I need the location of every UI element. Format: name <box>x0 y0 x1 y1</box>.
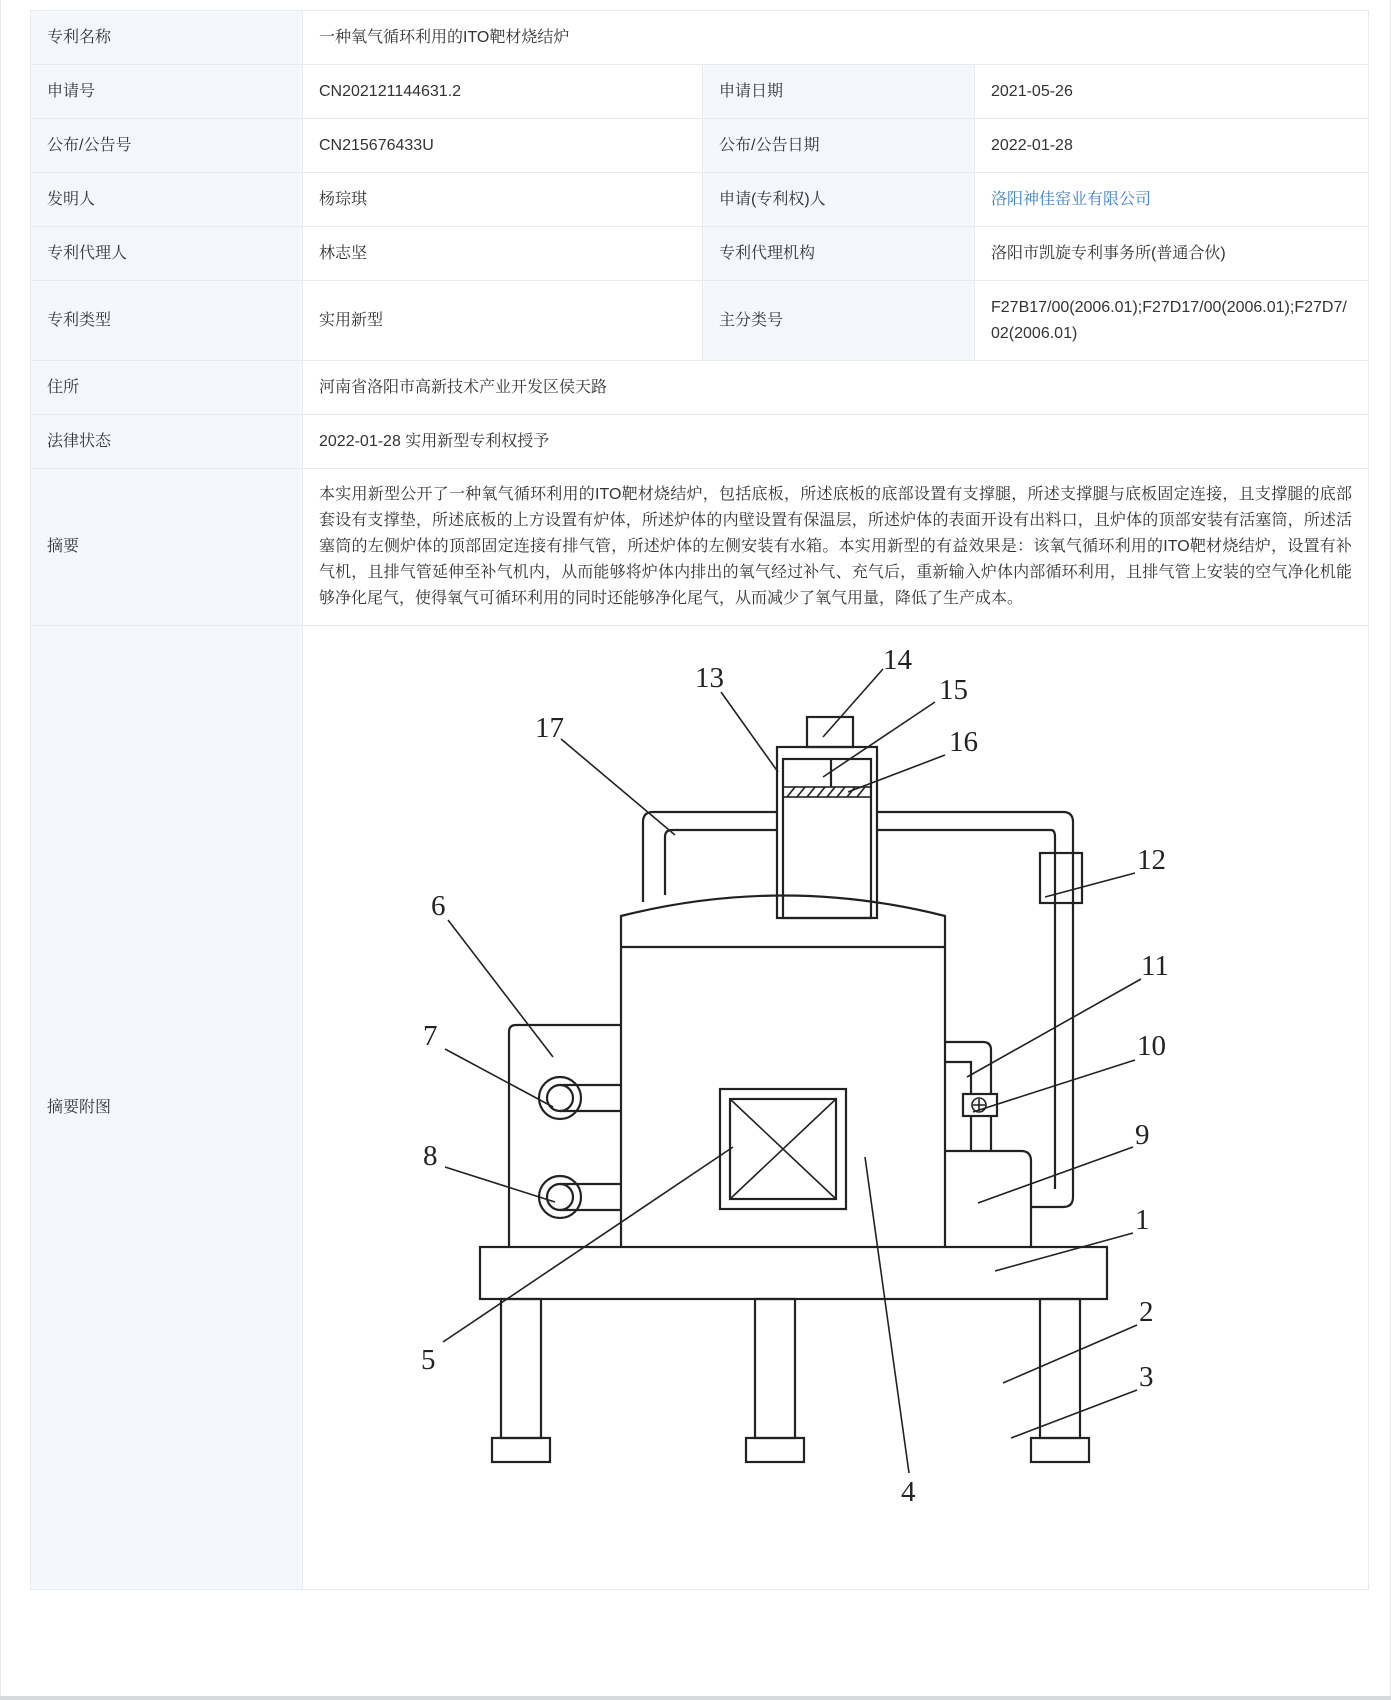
publication-number-value: CN215676433U <box>303 119 703 173</box>
figure-label-13: 13 <box>695 661 724 694</box>
figure-label-10: 10 <box>1137 1029 1166 1062</box>
abstract-label: 摘要 <box>31 469 303 626</box>
figure-label-16: 16 <box>949 725 978 758</box>
applicant-label: 申请(专利权)人 <box>703 173 975 227</box>
pad-left <box>492 1438 550 1462</box>
abstract-drawing <box>303 627 1369 1589</box>
abstract-text: 本实用新型公开了一种氧气循环利用的ITO靶材烧结炉，包括底板，所述底板的底部设置有支撑腿，所述支撑腿与底板固定连接，且支撑腿的底部套设有支撑垫，所述底板的上方设置有炉体，所述炉体的内壁设置有保温层，所述炉体的表面开设有出料口，且炉体的顶部安装有活塞筒，所述活塞筒的左侧炉体的顶部固定连接有排气管，所述炉体的左侧安装有水箱。本实用新型的有益效果是：该氧气循环利用的ITO靶材烧结炉，设置有补气机，且排气管延伸至补气机内，从而能够将炉体内排出的氧气经过补气、充气后，重新输入炉体内部循环利用，且排气管上安装的空气净化机能够净化尾气，使得氧气可循环利用的同时还能够净化尾气，从而减少了氧气用量，降低了生产成本。 <box>303 469 1369 626</box>
figure-cell <box>303 626 1369 1590</box>
figure-label-7: 7 <box>423 1019 438 1052</box>
pipe-ring-upper <box>539 1077 581 1119</box>
application-number-label: 申请号 <box>31 65 303 119</box>
figure-label-15: 15 <box>939 673 968 706</box>
water-tank-outline <box>509 1025 621 1247</box>
figure-label-4: 4 <box>901 1475 916 1508</box>
publication-number-label: 公布/公告号 <box>31 119 303 173</box>
pad-right <box>1031 1438 1089 1462</box>
row-type <box>31 281 1369 361</box>
piston-cylinder-inner <box>783 759 871 918</box>
row-figure <box>31 626 1369 1590</box>
patent-type-value: 实用新型 <box>303 281 703 361</box>
piston-hatch <box>787 787 865 797</box>
publication-date-label: 公布/公告日期 <box>703 119 975 173</box>
agent-value: 林志坚 <box>303 227 703 281</box>
row-title <box>31 11 1369 65</box>
patent-type-label: 专利类型 <box>31 281 303 361</box>
address-label: 住所 <box>31 361 303 415</box>
leg-left <box>501 1299 541 1438</box>
row-inventor <box>31 173 1369 227</box>
figure-label-17: 17 <box>535 711 564 744</box>
row-application <box>31 65 1369 119</box>
agency-label: 专利代理机构 <box>703 227 975 281</box>
agency-value: 洛阳市凯旋专利事务所(普通合伙) <box>975 227 1369 281</box>
figure-label: 摘要附图 <box>31 626 303 1590</box>
piston-motor <box>807 717 853 747</box>
application-number-value: CN202121144631.2 <box>303 65 703 119</box>
figure-label-11: 11 <box>1141 949 1169 982</box>
application-date-label: 申请日期 <box>703 65 975 119</box>
outlet-cross <box>730 1099 836 1199</box>
patent-info-table <box>30 10 1369 1590</box>
exhaust-pipe-inner-right <box>877 830 1055 1189</box>
pipe-ring-lower <box>539 1176 581 1218</box>
inventor-label: 发明人 <box>31 173 303 227</box>
legal-status-value: 2022-01-28 实用新型专利权授予 <box>303 415 1369 469</box>
leg-middle <box>755 1299 795 1438</box>
figure-label-8: 8 <box>423 1139 438 1172</box>
air-purifier <box>1040 853 1082 903</box>
classification-label: 主分类号 <box>703 281 975 361</box>
figure-label-3: 3 <box>1139 1360 1154 1393</box>
pipe-ring-upper-inner <box>547 1085 573 1111</box>
figure-label-2: 2 <box>1139 1295 1154 1328</box>
piston-cylinder <box>777 747 877 918</box>
exhaust-pipe-inner-left <box>665 830 777 895</box>
inventor-value: 杨琮琪 <box>303 173 703 227</box>
pipe-ring-lower-inner <box>547 1184 573 1210</box>
pad-middle <box>746 1438 804 1462</box>
applicant-link[interactable]: 洛阳神佳窑业有限公司 <box>991 190 1152 208</box>
title-label: 专利名称 <box>31 11 303 65</box>
figure-label-6: 6 <box>431 889 446 922</box>
leg-right <box>1040 1299 1080 1438</box>
row-abstract <box>31 469 1369 626</box>
bottom-divider <box>0 1696 1391 1700</box>
address-value: 河南省洛阳市高新技术产业开发区侯天路 <box>303 361 1369 415</box>
row-publication <box>31 119 1369 173</box>
figure-label-1: 1 <box>1135 1203 1150 1236</box>
figure-label-5: 5 <box>421 1343 436 1376</box>
furnace-body <box>621 895 945 1247</box>
figure-label-14: 14 <box>883 643 912 676</box>
legal-status-label: 法律状态 <box>31 415 303 469</box>
publication-date-value: 2022-01-28 <box>975 119 1369 173</box>
row-address <box>31 361 1369 415</box>
valve-stem <box>971 1116 991 1151</box>
agent-label: 专利代理人 <box>31 227 303 281</box>
classification-value: F27B17/00(2006.01);F27D17/00(2006.01);F27D7/02(2006.01) <box>975 281 1369 361</box>
exhaust-pipe-outer-right <box>877 812 1073 1207</box>
applicant-cell <box>975 173 1369 227</box>
figure-label-12: 12 <box>1137 843 1166 876</box>
title-value: 一种氧气循环利用的ITO靶材烧结炉 <box>303 11 1369 65</box>
application-date-value: 2021-05-26 <box>975 65 1369 119</box>
row-agent <box>31 227 1369 281</box>
figure-label-9: 9 <box>1135 1118 1150 1151</box>
row-legal <box>31 415 1369 469</box>
